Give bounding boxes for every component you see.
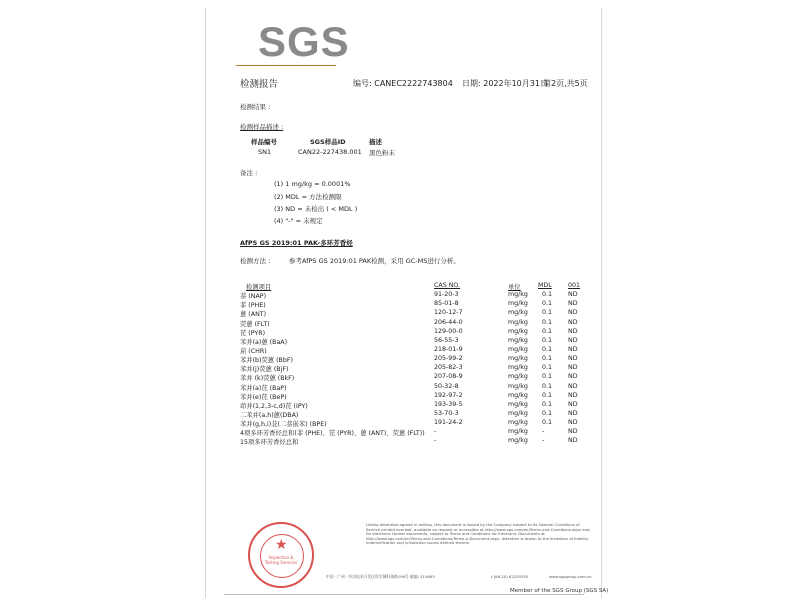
result-cell: ND <box>568 400 578 408</box>
table-row <box>240 328 593 337</box>
result-cell: ND <box>568 391 578 399</box>
logo-underline <box>236 65 336 66</box>
result-cell: ND <box>568 437 578 445</box>
cas-cell: 207-08-9 <box>434 373 463 381</box>
mdl-cell: 0.1 <box>542 419 553 427</box>
star-icon: ★ <box>275 537 288 553</box>
analyte-cell: 苯并(g,h,i)苝(二萘嵌苯) (BPE) <box>240 421 327 429</box>
results-table <box>240 282 593 447</box>
cas-cell: 218-01-9 <box>434 345 463 353</box>
result-cell: ND <box>568 309 578 317</box>
mdl-cell: 0.1 <box>542 364 553 372</box>
mdl-cell: 0.1 <box>542 382 553 390</box>
report-date: 日期: 2022年10月31日 <box>462 79 548 88</box>
note-item: (2) MDL = 方法检测限 <box>274 193 342 201</box>
cas-cell: 53-70-3 <box>434 409 459 417</box>
unit-cell: mg/kg <box>508 419 528 427</box>
analyte-cell: 苯并(e)芘 (BeP) <box>240 393 287 401</box>
result-cell: ND <box>568 318 578 326</box>
column-header: MDL <box>538 282 552 289</box>
analyte-cell: 菲 (PHE) <box>240 302 266 310</box>
unit-cell: mg/kg <box>508 345 528 353</box>
column-header: 单位 <box>508 284 521 291</box>
unit-cell: mg/kg <box>508 428 528 436</box>
unit-cell: mg/kg <box>508 318 528 326</box>
sgs-sample-id-cell: CAN22-227438.001 <box>298 148 362 156</box>
footer-web: www.sgsgroup.com.cn <box>549 574 592 579</box>
column-header: 检测项目 <box>246 284 272 291</box>
table-row <box>240 346 593 355</box>
mdl-cell: 0.1 <box>542 409 553 417</box>
note-item: (4) "-" = 未规定 <box>274 217 323 225</box>
mdl-cell: 0.1 <box>542 391 553 399</box>
sample-id-cell: SN1 <box>258 148 272 156</box>
cas-cell: 85-01-8 <box>434 300 459 308</box>
unit-cell: mg/kg <box>508 300 528 308</box>
result-cell: ND <box>568 345 578 353</box>
official-seal <box>248 522 314 588</box>
unit-cell: mg/kg <box>508 336 528 344</box>
seal-text: Inspection & Testing Services <box>264 555 298 565</box>
analyte-cell: 15项多环芳香烃总和 <box>240 439 299 447</box>
sample-section-heading: 检测样品描述 : <box>240 123 284 131</box>
analyte-cell: 芘 (PYR) <box>240 329 266 337</box>
analyte-cell: 䓛 (CHR) <box>240 347 267 355</box>
analyte-cell: 苯并(j)荧蒽 (BjF) <box>240 366 289 374</box>
unit-cell: mg/kg <box>508 373 528 381</box>
analyte-cell: 荧蒽 (FLT) <box>240 320 270 328</box>
mdl-cell: 0.1 <box>542 345 553 353</box>
result-cell: ND <box>568 419 578 427</box>
method-text: 参考AfPS GS 2019:01 PAK检测，采用 GC-MS进行分析。 <box>289 257 460 265</box>
footer-phone: t (86-20) 82155555 <box>491 574 529 579</box>
method-label: 检测方法 : <box>240 257 271 265</box>
sample-description-cell: 黑色粉末 <box>369 149 395 157</box>
cas-cell: - <box>434 437 437 445</box>
unit-cell: mg/kg <box>508 391 528 399</box>
analyte-cell: 茚并(1,2,3-c,d)芘 (IPY) <box>240 402 308 410</box>
report-page <box>205 8 609 598</box>
analyte-cell: 苯并(b)荧蒽 (BbF) <box>240 357 293 365</box>
result-cell: ND <box>568 409 578 417</box>
sample-col-header: 样品编号 <box>251 138 277 146</box>
result-cell: ND <box>568 291 578 299</box>
unit-cell: mg/kg <box>508 382 528 390</box>
mdl-cell: 0.1 <box>542 373 553 381</box>
unit-cell: mg/kg <box>508 364 528 372</box>
column-header: 001 <box>568 282 581 289</box>
result-cell: ND <box>568 364 578 372</box>
legal-disclaimer: Unless otherwise agreed in writing, this document is issued by the Company subject to its General Conditions of Service printed overleaf, available on request or accessible at http://www.sgs.com/en/Terms-and-Conditions.aspx and, for electronic format documents, subject to Terms and Conditions for Electronic Documents at http://www.sgs.com/en/Terms-and-Conditions/Terms-e-Document.aspx. Attention is drawn to the limitation of liability, indemnification and jurisdiction issues defined therein. <box>366 522 591 545</box>
table-row <box>240 364 593 373</box>
cas-cell: - <box>434 428 437 436</box>
unit-cell: mg/kg <box>508 355 528 363</box>
mdl-cell: - <box>542 428 545 436</box>
table-row <box>240 437 593 446</box>
sgs-logo: SGS <box>258 18 350 65</box>
note-item: (1) 1 mg/kg = 0.0001% <box>274 180 351 188</box>
cas-cell: 120-12-7 <box>434 309 463 317</box>
result-cell: ND <box>568 300 578 308</box>
table-header-row <box>240 282 593 291</box>
table-row <box>240 410 593 419</box>
cas-cell: 129-00-0 <box>434 327 463 335</box>
analyte-cell: 苯并(a)芘 (BaP) <box>240 384 287 392</box>
result-cell: ND <box>568 382 578 390</box>
cas-cell: 206-44-0 <box>434 318 463 326</box>
mdl-cell: 0.1 <box>542 318 553 326</box>
footer-address: 中国 · 广州 · 经济技术开发区科学城科珠路198号 邮编: 510663 <box>326 574 435 579</box>
table-row <box>240 355 593 364</box>
column-header: CAS NO. <box>434 282 461 289</box>
unit-cell: mg/kg <box>508 327 528 335</box>
mdl-cell: 0.1 <box>542 327 553 335</box>
analyte-cell: 苯并 (k)荧蒽 (BkF) <box>240 375 295 383</box>
footer-divider <box>224 594 584 595</box>
cas-cell: 91-20-3 <box>434 291 459 299</box>
report-title: 检测报告 <box>240 79 279 90</box>
result-cell: ND <box>568 336 578 344</box>
mdl-cell: - <box>542 437 545 445</box>
footer-member: Member of the SGS Group (SGS SA) <box>510 588 609 594</box>
results-label: 检测结果 : <box>240 103 271 111</box>
result-cell: ND <box>568 355 578 363</box>
notes-heading: 备注 : <box>240 169 258 177</box>
table-row <box>240 300 593 309</box>
table-row <box>240 419 593 428</box>
cas-cell: 193-39-5 <box>434 400 463 408</box>
analyte-cell: 蒽 (ANT) <box>240 311 267 319</box>
result-cell: ND <box>568 327 578 335</box>
mdl-cell: 0.1 <box>542 336 553 344</box>
unit-cell: mg/kg <box>508 437 528 445</box>
page-indicator: 第2页,共5页 <box>543 79 588 88</box>
mdl-cell: 0.1 <box>542 300 553 308</box>
unit-cell: mg/kg <box>508 409 528 417</box>
cas-cell: 205-99-2 <box>434 355 463 363</box>
table-row <box>240 309 593 318</box>
mdl-cell: 0.1 <box>542 291 553 299</box>
table-row <box>240 428 593 437</box>
sample-col-header: 描述 <box>369 138 382 146</box>
table-row <box>240 383 593 392</box>
analyte-cell: 苯并(a)蒽 (BaA) <box>240 338 288 346</box>
report-number: 编号: CANEC2222743804 <box>353 79 453 88</box>
table-row <box>240 337 593 346</box>
mdl-cell: 0.1 <box>542 400 553 408</box>
table-row <box>240 319 593 328</box>
test-heading: AfPS GS 2019:01 PAK-多环芳香烃 <box>240 239 353 247</box>
cas-cell: 56-55-3 <box>434 336 459 344</box>
analyte-cell: 4项多环芳香烃总和(菲 (PHE)、芘 (PYR)、蒽 (ANT)、荧蒽 (FLT)) <box>240 430 425 438</box>
table-row <box>240 291 593 300</box>
unit-cell: mg/kg <box>508 400 528 408</box>
result-cell: ND <box>568 373 578 381</box>
analyte-cell: 二苯并(a,h)蒽(DBA) <box>240 411 299 419</box>
cas-cell: 205-82-3 <box>434 364 463 372</box>
table-row <box>240 401 593 410</box>
mdl-cell: 0.1 <box>542 309 553 317</box>
result-cell: ND <box>568 428 578 436</box>
table-row <box>240 373 593 382</box>
table-row <box>240 392 593 401</box>
cas-cell: 50-32-8 <box>434 382 459 390</box>
cas-cell: 191-24-2 <box>434 419 463 427</box>
unit-cell: mg/kg <box>508 309 528 317</box>
note-item: (3) ND = 未检出 ( < MDL ) <box>274 205 358 213</box>
unit-cell: mg/kg <box>508 291 528 299</box>
cas-cell: 192-97-2 <box>434 391 463 399</box>
analyte-cell: 萘 (NAP) <box>240 293 267 301</box>
sample-col-header: SGS样品ID <box>310 138 346 146</box>
mdl-cell: 0.1 <box>542 355 553 363</box>
